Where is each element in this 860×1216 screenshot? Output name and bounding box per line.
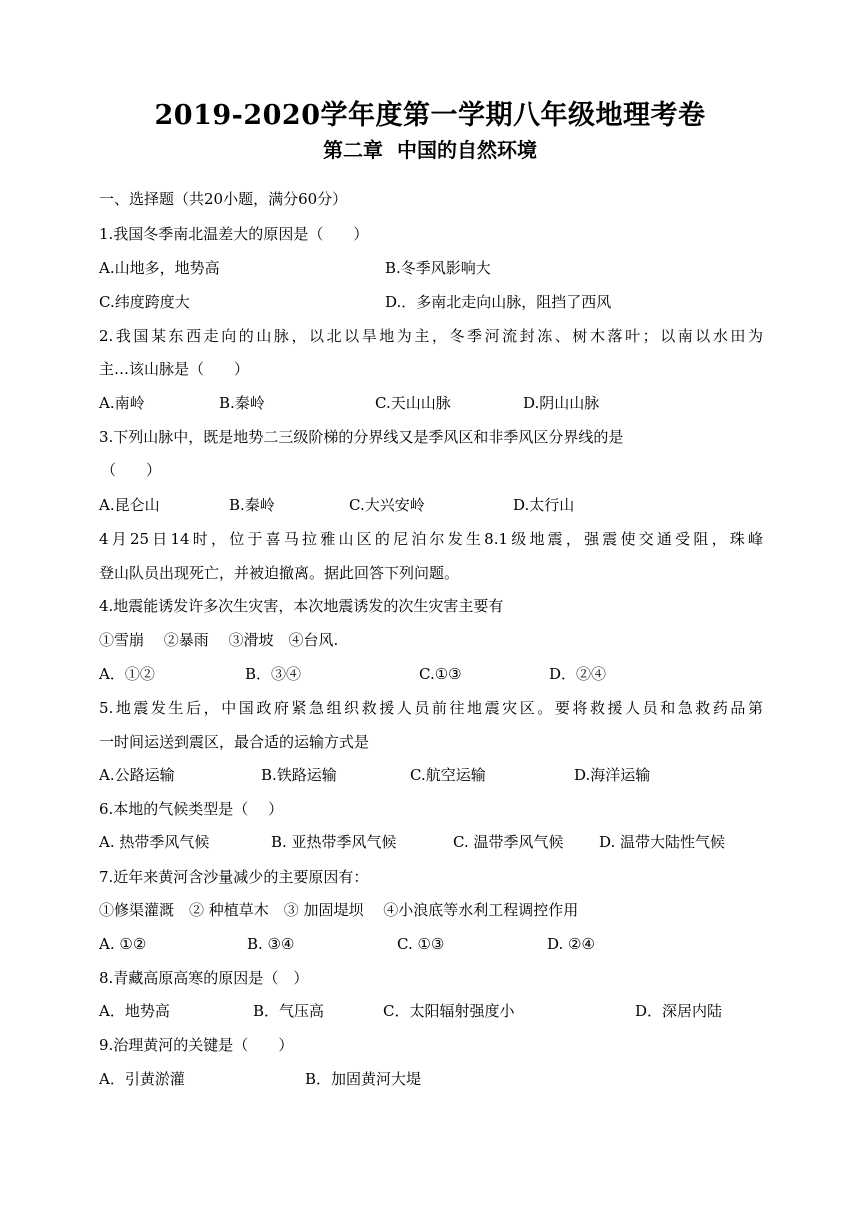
option-c: C.天山山脉 [375,394,451,412]
question-1-options [99,257,779,279]
question-9-options [99,1068,779,1090]
option-d: D.海洋运输 [574,766,651,784]
option-b: B．加固黄河大堤 [305,1070,422,1088]
option-d: D.．多南北走向山脉，阻挡了西风 [385,293,612,311]
question-9-stem: 9.治理黄河的关键是（ ） [99,1036,294,1054]
question-4-options [99,663,779,685]
option-a: A．地势高 [99,1002,170,1020]
question-6-stem: 6.本地的气候类型是（ ） [99,800,284,818]
question-3-stem-cont: （ ） [101,461,162,479]
option-b: B．③④ [245,665,302,683]
question-7-choices-list: ①修渠灌溉 ② 种植草木 ③ 加固堤坝 ④小浪底等水利工程调控作用 [99,901,579,919]
question-3-options [99,494,779,516]
question-2-stem: 2.我国某东西走向的山脉，以北以旱地为主，冬季河流封冻、树木落叶；以南以水田为 [99,327,763,345]
option-b: B. ③④ [247,935,295,953]
option-a: A．①② [99,665,155,683]
option-c: C.①③ [419,665,462,683]
option-b: B. 亚热带季风气候 [271,833,397,851]
option-b: B.铁路运输 [261,766,337,784]
option-d: D.太行山 [513,496,575,514]
question-7-stem: 7.近年来黄河含沙量减少的主要原因有： [99,868,369,886]
question-6-options [99,831,779,853]
option-d: D.阴山山脉 [523,394,600,412]
option-d: D. 温带大陆性气候 [599,833,726,851]
question-5-stem: 5.地震发生后，中国政府紧急组织救援人员前往地震灾区。要将救援人员和急救药品第 [99,699,763,717]
option-c: C．太阳辐射强度小 [383,1002,515,1020]
option-c: C.大兴安岭 [349,496,425,514]
option-c: C. 温带季风气候 [453,833,564,851]
option-c: C.航空运输 [410,766,486,784]
option-c: C. ①③ [397,935,445,953]
question-2-options [99,392,779,414]
option-b: B.秦岭 [229,496,275,514]
option-a: A. ①② [99,935,147,953]
question-4-choices-list: ①雪崩 ②暴雨 ③滑坡 ④台风. [99,631,339,649]
option-a: A. 热带季风气候 [99,833,210,851]
option-d: D．②④ [549,665,607,683]
question-3-stem: 3.下列山脉中，既是地势二三级阶梯的分界线又是季风区和非季风区分界线的是 [99,428,624,446]
question-8-stem: 8.青藏高原高寒的原因是（ ） [99,969,309,987]
question-4-stem: 4.地震能诱发许多次生灾害，本次地震诱发的次生灾害主要有 [99,597,504,615]
chapter-subtitle: 第二章 中国的自然环境 [323,138,537,162]
passage-line-2: 登山队员出现死亡，并被迫撤离。据此回答下列问题。 [99,564,460,582]
option-a: A．引黄淤灌 [99,1070,185,1088]
option-b: B．气压高 [253,1002,325,1020]
option-a: A.公路运输 [99,766,175,784]
option-b: B.冬季风影响大 [385,259,491,277]
question-8-options [99,1000,779,1022]
question-7-options [99,933,779,955]
option-d: D．深居内陆 [635,1002,723,1020]
exam-title: 2019-2020学年度第一学期八年级地理考卷 [154,100,706,131]
question-1-stem: 1.我国冬季南北温差大的原因是（ ） [99,225,369,243]
question-5-stem-cont: 一时间运送到震区，最合适的运输方式是 [99,733,370,751]
option-a: A.昆仑山 [99,496,160,514]
option-b: B.秦岭 [219,394,265,412]
option-a: A.山地多，地势高 [99,259,220,277]
question-1-options-row-2 [99,291,779,313]
passage-line-1: 4月25日14时，位于喜马拉雅山区的尼泊尔发生8.1级地震，强震使交通受阻，珠峰 [99,530,763,548]
option-d: D. ②④ [547,935,595,953]
question-2-stem-cont: 主…该山脉是（ ） [99,360,250,378]
option-a: A.南岭 [99,394,145,412]
option-c: C.纬度跨度大 [99,293,190,311]
question-5-options [99,764,779,786]
section-heading: 一、选择题（共20小题，满分60分） [99,190,348,208]
